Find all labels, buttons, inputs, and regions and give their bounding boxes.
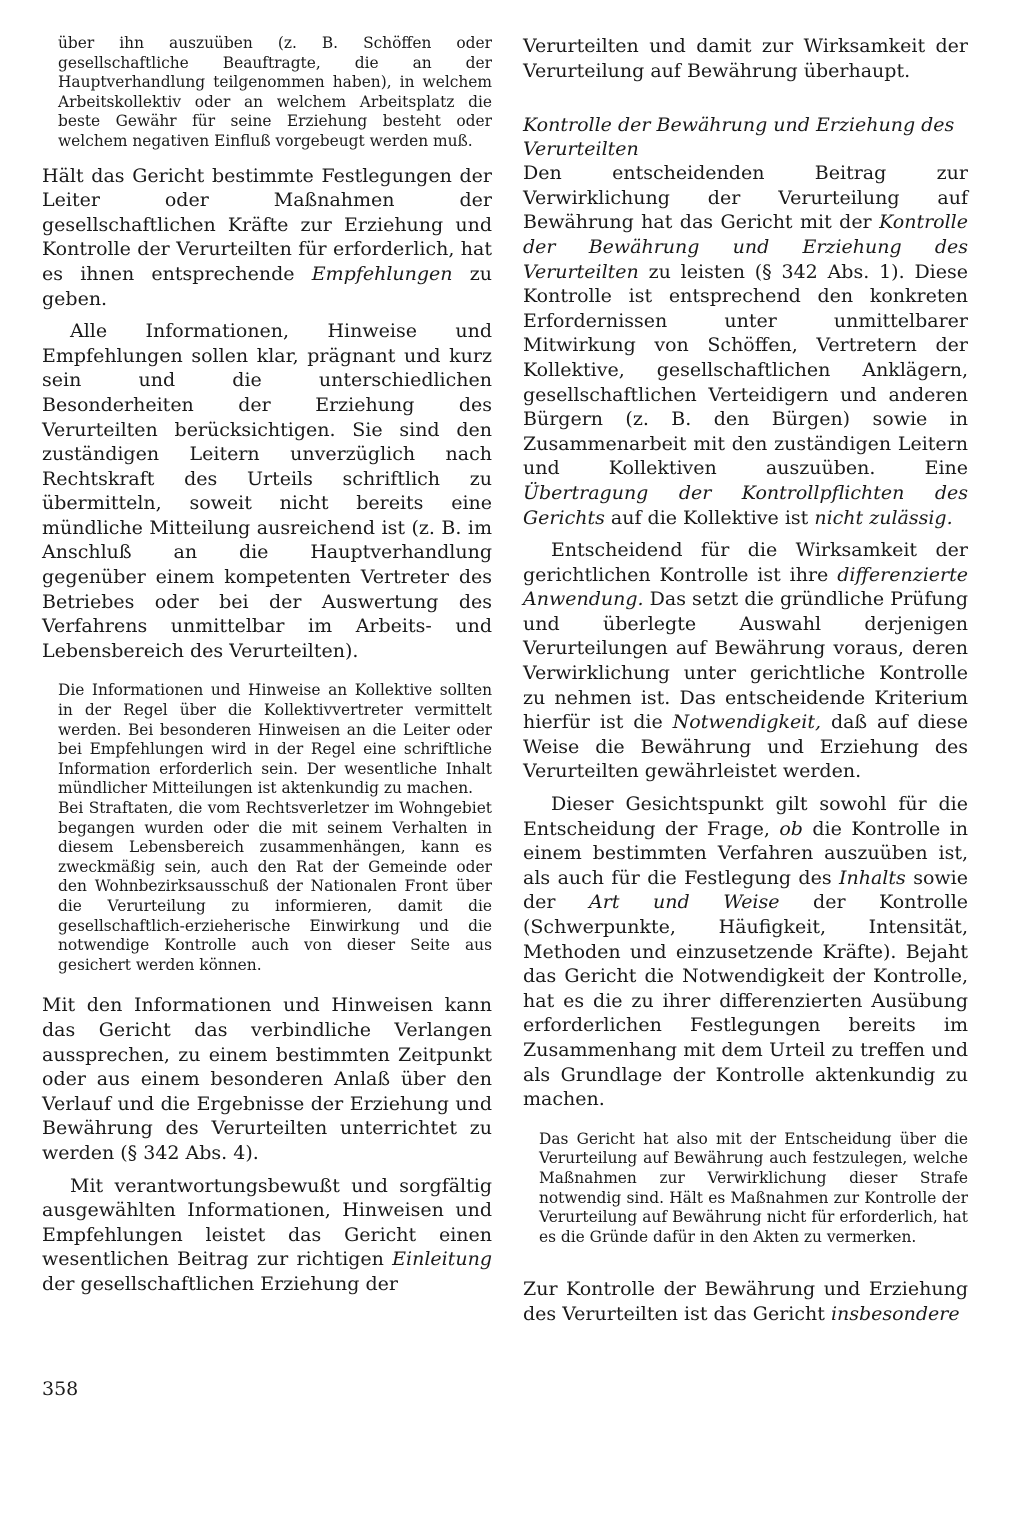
left-note-residential: Bei Straftaten, die vom Rechtsverletzer im Wohngebiet begangen wurden oder die mit seinem Verhalten in diesem Lebensbereich zusammenhängen, kann es zweckmäßig sein, auch den Rat der Gemeinde oder den Wohnbezirksausschuß der Nationalen Front über die Verurteilung zu informieren, damit die gesellschaftlich-erzieherische Einwirkung und die notwendige Kontrolle auch von dieser Seite aus gesichert werden können. bbox=[58, 799, 492, 974]
left-paragraph-contribution: Mit verantwortungsbewußt und sorgfältig ausgewählten Informationen, Hinweisen und Empfehlungen leistet das Gericht einen wesentlichen Beitrag zur richtigen Einleitung der gesellschaftlichen Erziehung der bbox=[42, 1174, 492, 1295]
left-paragraph-information: Alle Informationen, Hinweise und Empfehlungen sollen klar, prägnant und kurz sein und die unterschiedlichen Besonderheiten der Erziehung des Verurteilten berücksichtigen. Sie sind den zuständigen Leitern unverzüglich nach Rechtskraft des Urteils schriftlich zu übermitteln, soweit nicht bereits eine mündliche Mitteilung ausreichend ist (z. B. im Anschluß an die Hauptverhandlung gegenüber einem kompetenten Vertreter des Betriebes oder bei der Auswertung des Verfahrens unmittelbar im Arbeits- und Lebensbereich des Verurteilten). bbox=[42, 320, 492, 662]
page-number: 358 bbox=[42, 1378, 79, 1400]
term-empfehlungen: Empfehlungen bbox=[311, 262, 453, 285]
right-note-decision: Das Gericht hat also mit der Entscheidung über die Verurteilung auf Bewährung auch festzulegen, welche Maßnahmen zur Verwirklichung dieser Strafe notwendig sind. Hält es Maßnahmen zur Kontrolle der Verurteilung auf Bewährung nicht für erforderlich, hat es die Gründe dafür in den Akten zu vermerken. bbox=[539, 1129, 968, 1246]
right-column bbox=[523, 34, 968, 1327]
right-paragraph-insbesondere: Zur Kontrolle der Bewährung und Erziehung des Verurteilten ist das Gericht insbesondere bbox=[523, 1278, 968, 1325]
left-note-continuation: über ihn auszuüben (z. B. Schöffen oder gesellschaftliche Beauftragte, die an der Hauptverhandlung teilgenommen haben), in welchem Arbeitskollektiv oder an welchem Arbeitsplatz die beste Gewähr für seine Erziehung besteht oder welchem negativen Einfluß vorgebeugt werden muß. bbox=[58, 34, 492, 150]
right-paragraph-continuation: Verurteilten und damit zur Wirksamkeit der Verurteilung auf Bewährung überhaupt. bbox=[523, 35, 968, 82]
section-heading: Kontrolle der Bewährung und Erziehung des Verurteilten bbox=[523, 114, 955, 161]
term-einleitung: Einleitung bbox=[392, 1248, 492, 1271]
left-column bbox=[42, 34, 492, 1296]
right-paragraph-control: Den entscheidenden Beitrag zur Verwirklichung der Verurteilung auf Bewährung hat das Gericht mit der Kontrolle der Bewährung und Erziehung des Verurteilten zu leisten (§ 342 Abs. 1). Diese Kontrolle ist entsprechend den konkreten Erfordernissen unter unmittelbarer Mitwirkung von Schöffen, Vertretern der Kollektive, gesellschaftlichen Anklägern, gesellschaftlichen Verteidigern und anderen Bürgern (z. B. den Bürgen) sowie in Zusammenarbeit mit den zuständigen Leitern und Kollektiven auszuüben. Eine Übertragung der Kontrollpflichten des Gerichts auf die Kollektive ist nicht zulässig. bbox=[523, 162, 968, 529]
left-note-collectives: Die Informationen und Hinweise an Kollektive sollten in der Regel über die Kollektivvertreter vermittelt werden. Bei besonderen Hinweisen an die Leiter oder bei Empfehlungen wird in der Regel eine schriftliche Information erforderlich sein. Der wesentliche Inhalt mündlicher Mitteilungen ist aktenkundig zu machen. bbox=[58, 681, 492, 798]
right-paragraph-differentiated: Entscheidend für die Wirksamkeit der gerichtlichen Kontrolle ist ihre differenzierte Anwendung. Das setzt die gründliche Prüfung und überlegte Auswahl derjenigen Verurteilungen auf Bewährung voraus, deren Verwirklichung unter gerichtliche Kontrolle zu nehmen ist. Das entscheidende Kriterium hierfür ist die Notwendigkeit, daß auf diese Weise die Bewährung und Erziehung des Verurteilten gewährleistet werden. bbox=[523, 539, 969, 783]
left-paragraph-recommendations: Hält das Gericht bestimmte Festlegungen der Leiter oder Maßnahmen der gesellschaftlichen Kräfte zur Erziehung und Kontrolle der Verurteilten für erforderlich, hat es ihnen entsprechende Empfehlungen zu geben. bbox=[42, 164, 492, 310]
left-paragraph-demand: Mit den Informationen und Hinweisen kann das Gericht das verbindliche Verlangen aussprechen, zu einem bestimmten Zeitpunkt oder aus einem besonderen Anlaß über den Verlauf und die Ergebnisse der Erziehung und Bewährung des Verurteilten unterrichtet zu werden (§ 342 Abs. 4). bbox=[42, 994, 492, 1164]
right-paragraph-viewpoint: Dieser Gesichtspunkt gilt sowohl für die Entscheidung der Frage, ob die Kontrolle in einem bestimmten Verfahren auszuüben ist, als auch für die Festlegung des Inhalts sowie der Art und Weise der Kontrolle (Schwerpunkte, Häufigkeit, Intensität, Methoden und einzusetzende Kräfte). Bejaht das Gericht die Notwendigkeit der Kontrolle, hat es die zu ihrer differenzierten Ausübung erforderlichen Festlegungen bereits im Zusammenhang mit dem Urteil zu treffen und als Grundlage der Kontrolle aktenkundig zu machen. bbox=[523, 793, 969, 1111]
